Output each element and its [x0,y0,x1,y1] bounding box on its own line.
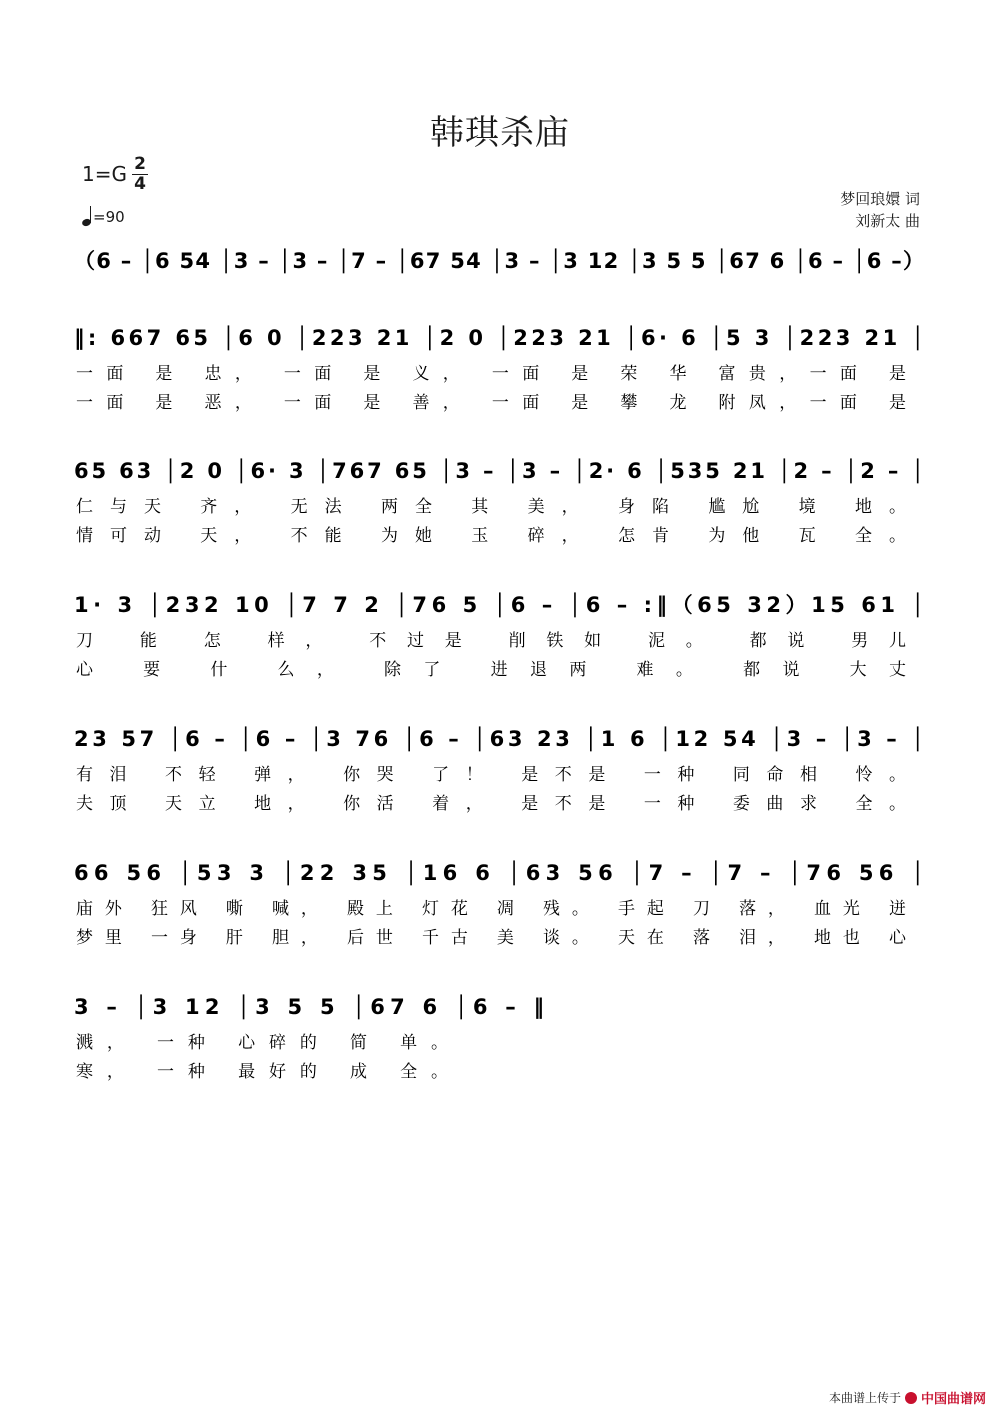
footer-brand: 中国曲谱网 [920,1392,986,1407]
notation-row: 23 57 │6 – │6 – │3 76 │6 – │63 23 │1 6 │12 54 │3 – │3 – │ [74,727,925,751]
footer-text: 本曲谱上传于 [828,1391,901,1405]
site-logo-icon [905,1392,917,1404]
lyric-line: 刀 能 怎 样， 不过是 削铁如 泥。 都说 男儿 [76,631,907,651]
lyric-line: 一面 是 忠， 一面 是 义， 一面 是 荣 华 富贵，一面 是 [76,364,907,384]
key-signature: 1=G [82,162,127,186]
notation-row: 66 56 │53 3 │22 35 │16 6 │63 56 │7 – │7 – │76 56 │ [74,861,925,885]
lyricist: 梦回琅嬛 词 [840,190,920,208]
footer [829,1388,986,1407]
lyric-line: 心 要 什 么， 除了 进退两 难。 都说 大丈 [76,660,906,680]
lyric-line: 夫顶 天立 地， 你活 着， 是不是 一种 委曲求 全。 [76,794,906,814]
time-signature-top: 2 [134,154,146,174]
time-signature-bottom: 4 [134,174,146,194]
lyric-line: 梦里 一身 肝 胆， 后世 千古 美 谈。 天在 落 泪， 地也 心 [76,928,906,948]
lyric-line: 寒， 一种 最好的 成 全。 [76,1062,448,1082]
notation-row: （6 – │6 54 │3 – │3 – │7 – │67 54 │3 – │3 12 │3 5 5 │67 6 │6 – │6 –） [74,249,925,273]
notation-row: 3 – │3 12 │3 5 5 │67 6 │6 – ‖ [74,995,544,1019]
notation-row: 65 63 │2 0 │6· 3 │767 65 │3 – │3 – │2· 6 │535 21 │2 – │2 – │ [74,459,924,483]
tempo-value: =90 [93,208,125,226]
lyric-line: 一面 是 恶， 一面 是 善， 一面 是 攀 龙 附凤，一面 是 [76,393,907,413]
notation-row: 1· 3 │232 10 │7 7 2 │76 5 │6 – │6 – :‖（65 32）15 61 │ [74,593,924,617]
score-title: 韩琪杀庙 [430,113,570,153]
composer: 刘新太 曲 [855,212,920,230]
lyric-line: 情可动 天， 不能 为她 玉 碎， 怎肯 为他 瓦 全。 [76,526,907,546]
notation-row: ‖: 667 65 │6 0 │223 21 │2 0 │223 21 │6· 6 │5 3 │223 21 │ [74,326,925,350]
lyric-line: 溅， 一种 心碎的 简 单。 [76,1033,448,1053]
lyric-line: 仁与天 齐， 无法 两全 其 美， 身陷 尴尬 境 地。 [76,497,907,517]
lyric-line: 庙外 狂风 嘶 喊， 殿上 灯花 凋 残。 手起 刀 落， 血光 迸 [76,899,906,919]
lyric-line: 有泪 不轻 弹， 你哭 了！ 是不是 一种 同命相 怜。 [76,765,906,785]
